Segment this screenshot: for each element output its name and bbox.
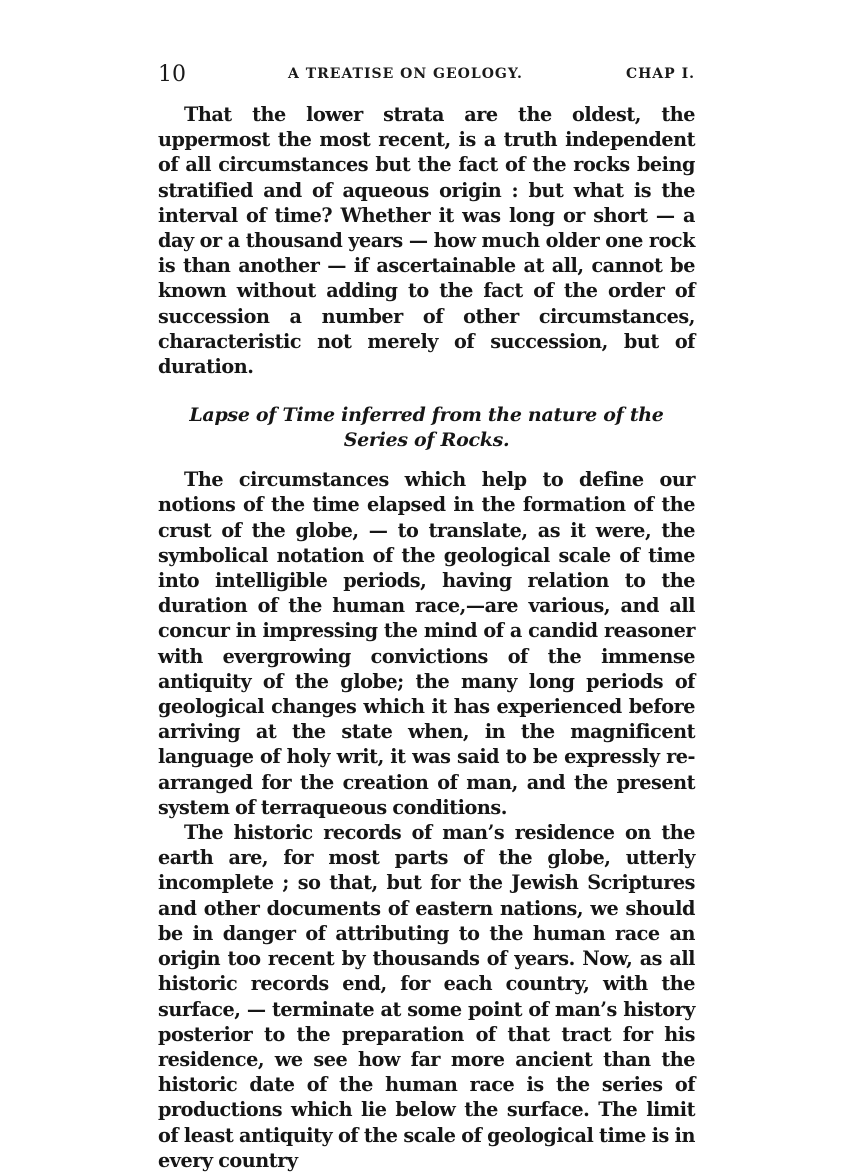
book-page: [158, 58, 695, 1173]
paragraph-time-elapsed: The circumstances which help to define our notions of the time elapsed in the formation of the crust of the globe, — to translate, as it were, the symbolical notation of the geological scale of time into intelligible periods, having relation to the duration of the human race,—are various, and all concur in impressing the mind of a candid reasoner with evergrowing convictions of the immense antiquity of the globe; the many long periods of geological changes which it has experienced before arriving at the state when, in the magnificent language of holy writ, it was said to be expressly re-arranged for the creation of man, and the present system of terraqueous conditions.: [158, 468, 695, 819]
paragraph-strata-age: That the lower strata are the oldest, the uppermost the most recent, is a truth independent of all circumstances but the fact of the rocks being stratified and of aqueous origin : but what is the interval of time? Whether it was long or short — a day or a thousand years — how much older one rock is than another — if ascertainable at all, cannot be known without adding to the fact of the order of succession a number of other circumstances, characteristic not merely of succession, but of duration.: [158, 103, 695, 379]
book-title: A TREATISE ON GEOLOGY.: [288, 66, 523, 82]
paragraph-historic-records: The historic records of man’s residence on the earth are, for most parts of the globe, utterly incomplete ; so that, but for the Jewish Scriptures and other documents of eastern nations, we should be in danger of attributing to the human race an origin too recent by thousands of years. Now, as all historic records end, for each country, with the surface, — terminate at some point of man’s history posterior to the preparation of that tract for his residence, we see how far more ancient than the historic date of the human race is the series of productions which lie below the surface. The limit of least antiquity of the scale of geological time is in every country: [158, 821, 695, 1172]
page-number: 10: [158, 62, 186, 87]
running-head: [158, 58, 695, 88]
section-heading: Lapse of Time inferred from the nature of the Series of Rocks.: [189, 404, 664, 452]
body-text: [158, 102, 695, 1173]
chapter-label: CHAP I.: [625, 66, 695, 82]
